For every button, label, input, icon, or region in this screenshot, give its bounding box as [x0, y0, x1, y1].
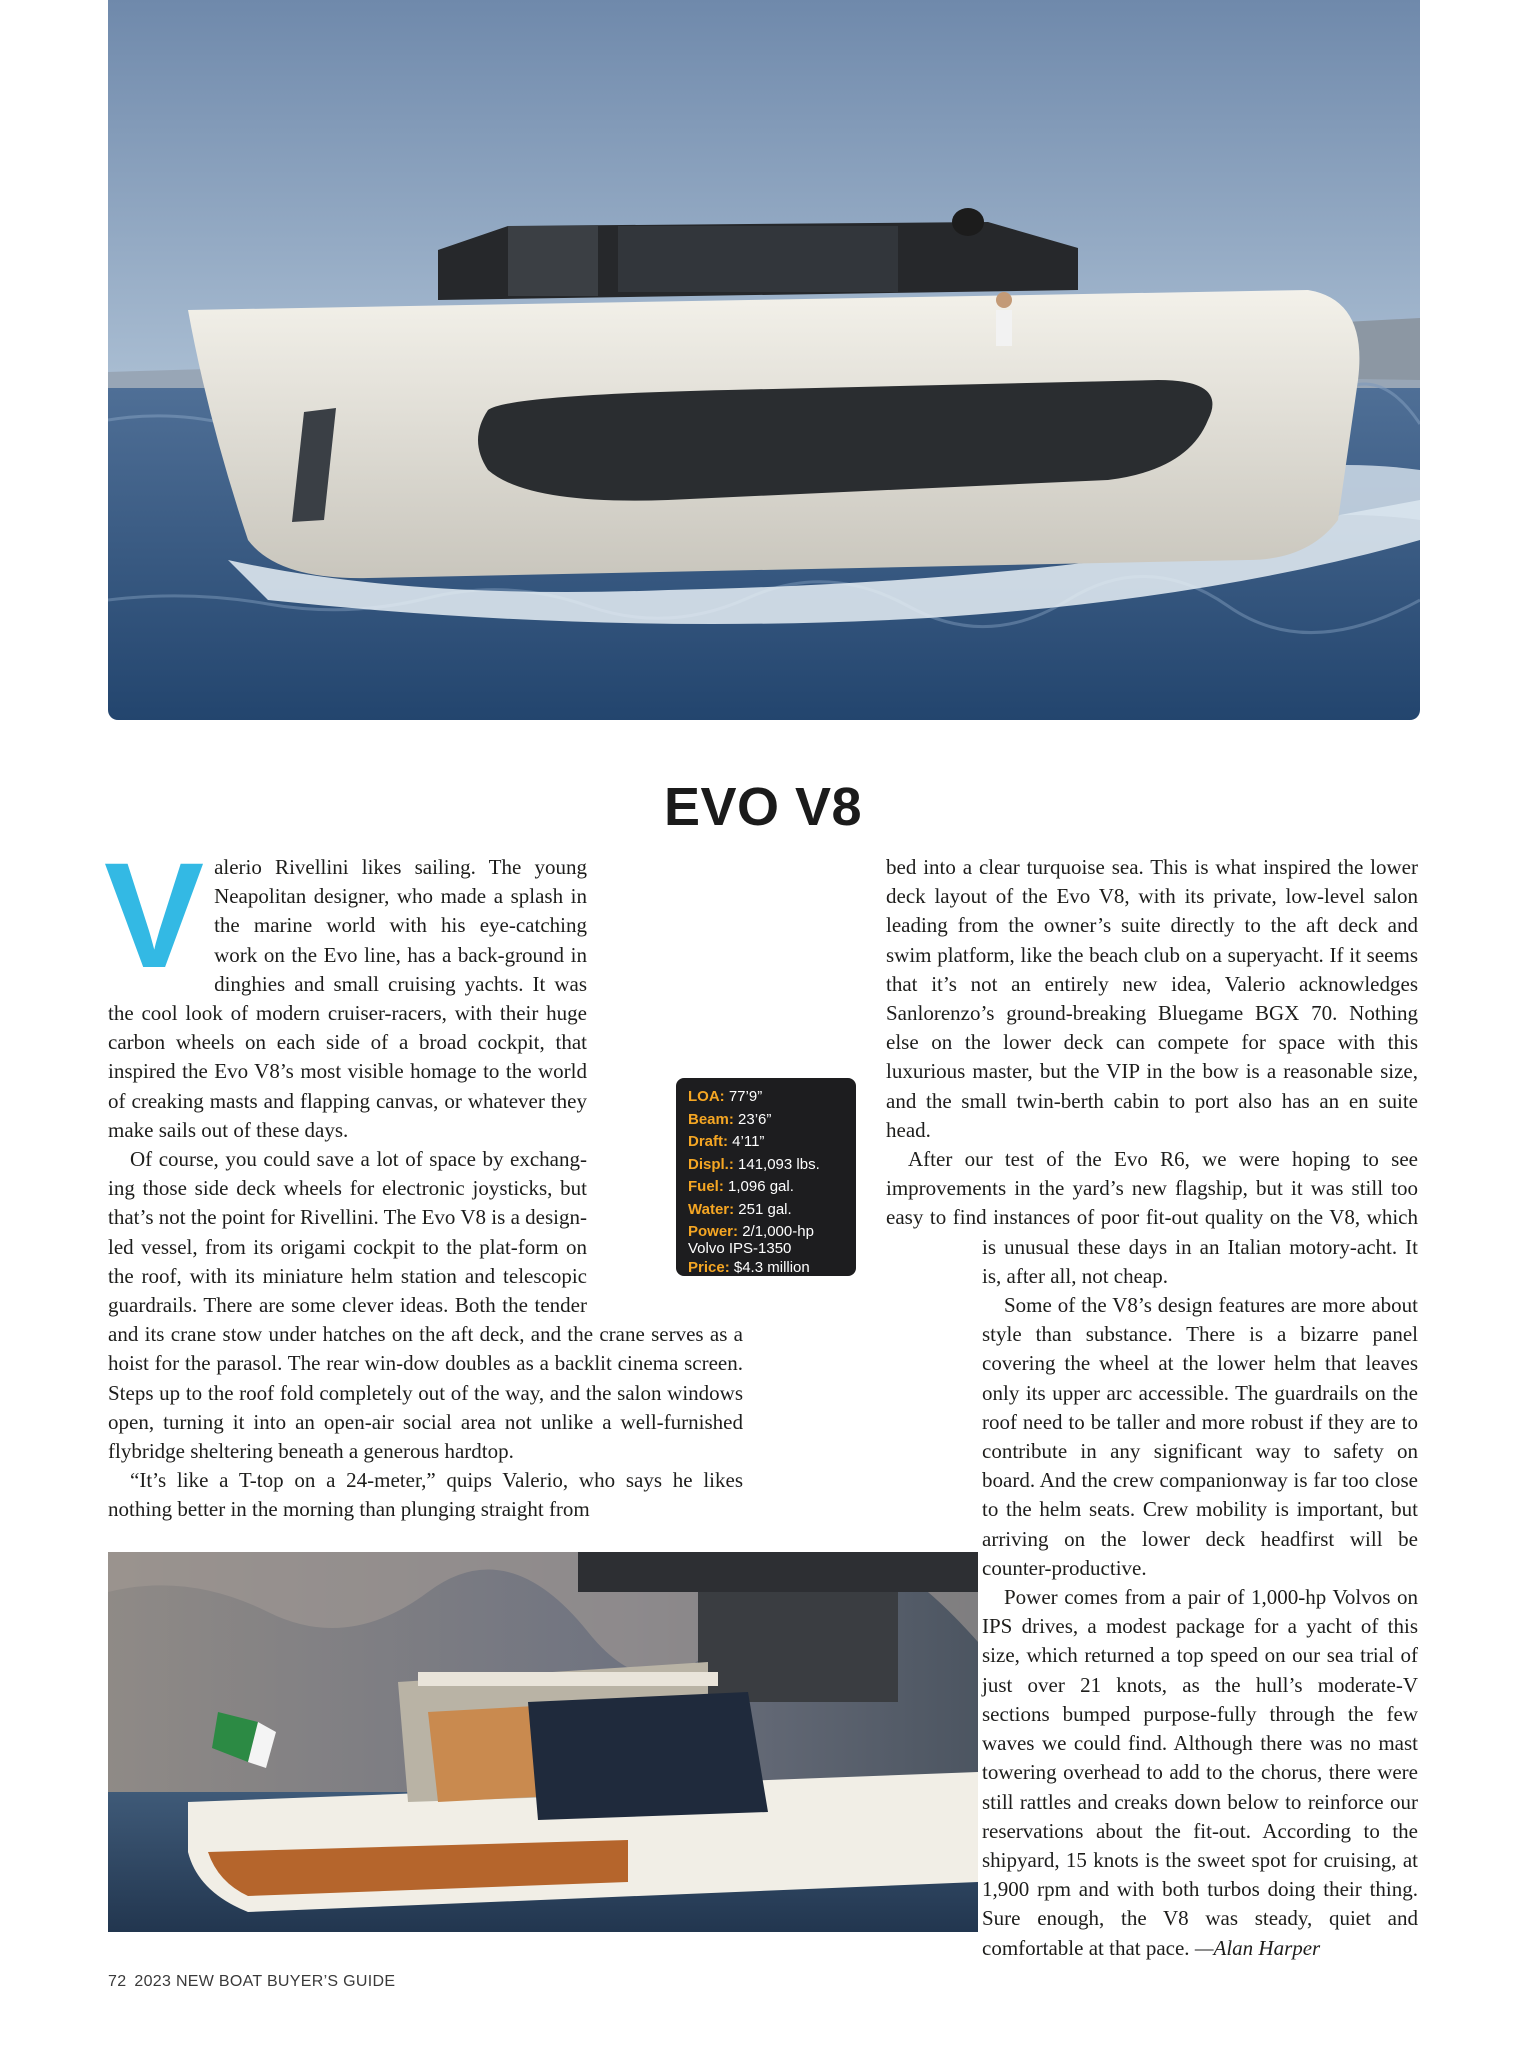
- paragraph: After our test of the Evo R6, we were hoping to see improvements in the yard’s new flagship, but it was still too easy to find instances of poor fit-out quality on the V8, which is unusual these days in an Italian motory-acht. It is, after all, not cheap.: [886, 1147, 1418, 1288]
- hero-photo-yacht-running: [108, 0, 1420, 720]
- paragraph: Power comes from a pair of 1,000-hp Volvos on IPS drives, a modest package for a yacht of this size, which returned a top speed on our sea trial of just over 21 knots, as the hull’s moderate-V sections bumped purpose-fully through the few waves we could find. Although there was no mast towering overhead to add to the chorus, there were still rattles and creaks down below to reinforce our reservations about the fit-out. According to the shipyard, 15 knots is the sweet spot for cruising, at 1,900 rpm and with both turbos doing their thing. Sure enough, the V8 was steady, quiet and comfortable at that pace. —Alan Harper: [982, 1585, 1418, 1960]
- spec-fuel: Fuel: 1,096 gal.: [688, 1178, 794, 1195]
- spec-power: Power: 2/1,000-hp Volvo IPS-1350: [688, 1223, 814, 1257]
- paragraph: Of course, you could save a lot of space by exchang-ing those side deck wheels for electronic joysticks, but that’s not the point for Rivellini. The Evo V8 is a design-led vessel, from its origami cockpit to the plat-form on the roof, with its miniature helm station and telescopic guardrails. There are some clever ideas. Both the tender and its crane stow under hatches on the aft deck, and the crane serves as a hoist for the parasol. The rear win-dow doubles as a backlit cinema screen. Steps up to the roof fold completely out of the way, and the salon windows open, turning it into an open-air social area not unlike a well-furnished flybridge sheltering beneath a generous hardtop.: [108, 1147, 743, 1464]
- paragraph: “It’s like a T-top on a 24-meter,” quips Valerio, who says he likes nothing better in the morning than plunging straight from: [108, 1468, 743, 1522]
- byline: —Alan Harper: [1194, 1935, 1321, 1960]
- paragraph: bed into a clear turquoise sea. This is what inspired the lower deck layout of the Evo V8, with its private, low-level salon leading from the owner’s suite directly to the aft deck and swim platform, like the beach club on a superyacht. If it seems that it’s not an entirely new idea, Valerio acknowledges Sanlorenzo’s ground-breaking Bluegame BGX 70. Nothing else on the lower deck can compete for space with this luxurious master, but the VIP in the bow is a reasonable size, and the small twin-berth cabin to port also has an en suite head.: [886, 855, 1418, 1142]
- spec-loa: LOA: 77’9”: [688, 1088, 763, 1105]
- spec-displacement: Displ.: 141,093 lbs.: [688, 1155, 820, 1173]
- publication-name: 2023 NEW BOAT BUYER’S GUIDE: [134, 1973, 396, 1990]
- spec-draft: Draft: 4’11”: [688, 1133, 765, 1150]
- spec-beam: Beam: 23’6”: [688, 1110, 772, 1128]
- photo-yacht-stern: [108, 1552, 978, 1932]
- paragraph: alerio Rivellini likes sailing. The young Neapolitan designer, who made a splash in the marine world with his eye-catching work on the Evo line, has a back-ground in dinghies and small cruising yachts. It was the cool look of modern cruiser-racers, with their huge carbon wheels on each side of a broad cockpit, that inspired the Evo V8’s most visible homage to the world of creaking masts and flapping canvas, or whatever they make sails out of these days.: [108, 855, 587, 1142]
- spec-price: Price: $4.3 million: [688, 1258, 810, 1276]
- article-left-column: [104, 831, 743, 1525]
- spec-water: Water: 251 gal.: [688, 1200, 792, 1218]
- paragraph: Some of the V8’s design features are more about style than substance. There is a bizarre panel covering the wheel at the lower helm that leaves only its upper arc accessible. The guardrails on the roof need to be taller and more robust if they are to contribute in any significant way to safety on board. And the crew companionway is far too close to the helm seats. Crew mobility is important, but arriving on the lower deck headfirst will be counter-productive.: [982, 1293, 1418, 1580]
- page-number: 72: [108, 1973, 127, 1990]
- specs-clearance: [780, 969, 886, 1261]
- page-footer: [108, 1973, 395, 1991]
- article-title: EVO V8: [663, 777, 863, 837]
- drop-cap: V: [104, 831, 205, 999]
